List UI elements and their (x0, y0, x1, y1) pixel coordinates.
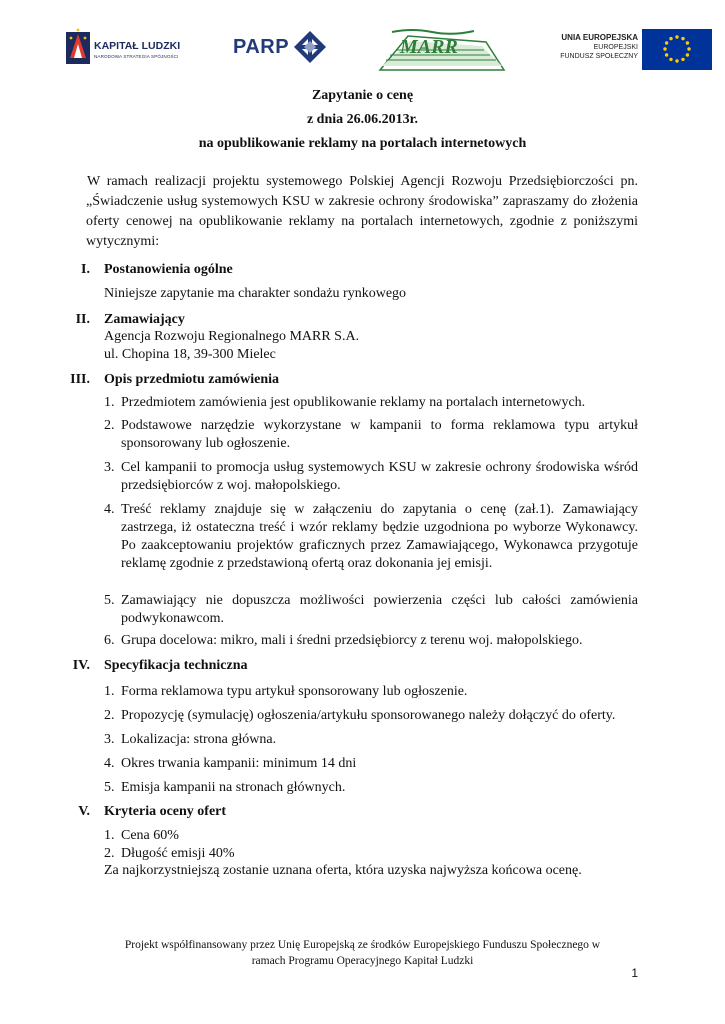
list-item-number: 3. (104, 460, 115, 475)
intro-paragraph: W ramach realizacji projektu systemowego Polskiej Agencji Rozwoju Przedsiębiorczości pn. „Świadczenie usług systemowych KSU w zakresie ochrony środowiska” zapraszamy do złożenia oferty cenowej na opublikowanie reklamy na portalach internetowych, zgodnie z poniższymi wytycznymi: (86, 174, 638, 249)
list-item-text: Cena 60% (121, 828, 179, 843)
list-item-number: 4. (104, 756, 115, 771)
page-footer (0, 937, 725, 969)
list-item-number: 1. (104, 395, 115, 410)
section-4-title: Specyfikacja techniczna (104, 658, 248, 673)
list-item (104, 417, 638, 453)
section-3-heading (0, 372, 725, 392)
section-4-number: IV. (72, 658, 90, 673)
list-item-text: Przedmiotem zamówienia jest opublikowanie reklamy na portalach internetowych. (121, 395, 586, 410)
eu-logo-line2: EUROPEJSKI (593, 44, 638, 51)
marr-logo-text: MARR (400, 36, 458, 58)
section-3-number: III. (70, 372, 90, 387)
section-1-heading (0, 262, 725, 282)
logo-bar (0, 26, 725, 74)
parp-logo (233, 26, 329, 72)
section-2-title: Zamawiający (104, 312, 185, 327)
list-item (104, 845, 638, 863)
eu-logo-line3: FUNDUSZ SPOŁECZNY (560, 53, 638, 60)
list-item (104, 707, 638, 725)
list-item-number: 3. (104, 732, 115, 747)
list-item-number: 4. (104, 502, 115, 517)
list-item (104, 731, 638, 749)
section-5-text: Za najkorzystniejszą zostanie uznana oferta, która uzyska najwyższa końcowa ocenę. (104, 863, 582, 878)
list-item-text: Podstawowe narzędzie wykorzystane w kampanii to forma reklamowa typu artykuł sponsorowany lub ogłoszenie. (121, 418, 638, 451)
list-item-text: Okres trwania kampanii: minimum 14 dni (121, 756, 357, 771)
list-item (104, 394, 638, 412)
list-item (104, 459, 638, 495)
list-item (104, 632, 638, 650)
list-item-text: Propozycję (symulację) ogłoszenia/artykułu sponsorowanego należy dołączyć do oferty. (121, 708, 616, 723)
section-1-title: Postanowienia ogólne (104, 262, 233, 277)
list-item-text: Grupa docelowa: mikro, mali i średni przedsiębiorcy z terenu woj. małopolskiego. (121, 633, 583, 648)
list-item-number: 1. (104, 828, 115, 843)
list-item-number: 1. (104, 684, 115, 699)
list-item (104, 683, 638, 701)
document-title: Zapytanie o cenę (311, 88, 414, 103)
list-item-number: 2. (104, 418, 115, 433)
list-item-number: 2. (104, 708, 115, 723)
eu-flag-icon (642, 29, 712, 70)
footer-line-2: ramach Programu Operacyjnego Kapitał Ludzki (251, 955, 474, 967)
list-item (104, 592, 638, 628)
list-item (104, 779, 638, 797)
list-item-number: 6. (104, 633, 115, 648)
contracting-authority-address: ul. Chopina 18, 39-300 Mielec (104, 347, 276, 362)
list-item-text: Lokalizacja: strona główna. (121, 732, 277, 747)
section-2-number: II. (75, 312, 90, 327)
list-item-text: Treść reklamy znajduje się w załączeniu do zapytania o cenę (zał.1). Zamawiający zastrzega, iż ostateczna treść i wzór reklamy będzie uzgodniona po wyborze Wykonawcy. Po zaakceptowaniu projektów graficznych przez Zamawiającego, Wykonawca przygotuje reklamę zgodnie z przedstawioną ofertą oraz dokonania jej emisji. (121, 502, 638, 571)
section-5-title: Kryteria oceny ofert (104, 804, 227, 819)
document-date: z dnia 26.06.2013r. (306, 112, 419, 127)
list-item-text: Forma reklamowa typu artykuł sponsorowany lub ogłoszenie. (121, 684, 468, 699)
contracting-authority-name: Agencja Rozwoju Regionalnego MARR S.A. (104, 329, 360, 344)
section-1-number: I. (81, 262, 90, 277)
list-item (104, 827, 638, 845)
list-item-text: Zamawiający nie dopuszcza możliwości powierzenia części lub całości zamówienia podwykonawcom. (121, 593, 638, 626)
section-1-text: Niniejsze zapytanie ma charakter sondażu rynkowego (104, 286, 407, 301)
marr-logo (378, 26, 506, 72)
section-5-number: V. (78, 804, 90, 819)
kapital-ludzki-title: KAPITAŁ LUDZKI (94, 40, 181, 52)
eu-logo-line1: UNIA EUROPEJSKA (561, 33, 638, 42)
kapital-ludzki-emblem-icon (66, 28, 90, 64)
list-item-text: Emisja kampanii na stronach głównych. (121, 780, 346, 795)
list-item (104, 501, 638, 573)
footer-line-1: Projekt współfinansowany przez Unię Europejską ze środków Europejskiego Funduszu Społecznego w (124, 939, 601, 951)
marr-emblem-icon (378, 26, 506, 72)
list-item-text: Długość emisji 40% (121, 846, 235, 861)
page-number: 1 (631, 966, 638, 980)
list-item-number: 2. (104, 846, 115, 861)
document-subject: na opublikowanie reklamy na portalach internetowych (198, 136, 527, 151)
parp-emblem-icon (293, 30, 327, 64)
list-item-number: 5. (104, 593, 115, 608)
list-item-number: 5. (104, 780, 115, 795)
section-5-heading (0, 804, 725, 824)
list-item-text: Cel kampanii to promocja usług systemowych KSU w zakresie ochrony środowiska wśród przedsiębiorców z woj. małopolskiego. (121, 460, 638, 493)
section-3-title: Opis przedmiotu zamówienia (104, 372, 279, 387)
eu-logo (556, 26, 712, 72)
parp-logo-text: PARP (233, 36, 290, 58)
list-item (104, 755, 638, 773)
section-4-heading (0, 658, 725, 678)
kapital-ludzki-subtitle: NARODOWA STRATEGIA SPÓJNOŚCI (94, 54, 179, 59)
kapital-ludzki-logo (66, 26, 186, 72)
